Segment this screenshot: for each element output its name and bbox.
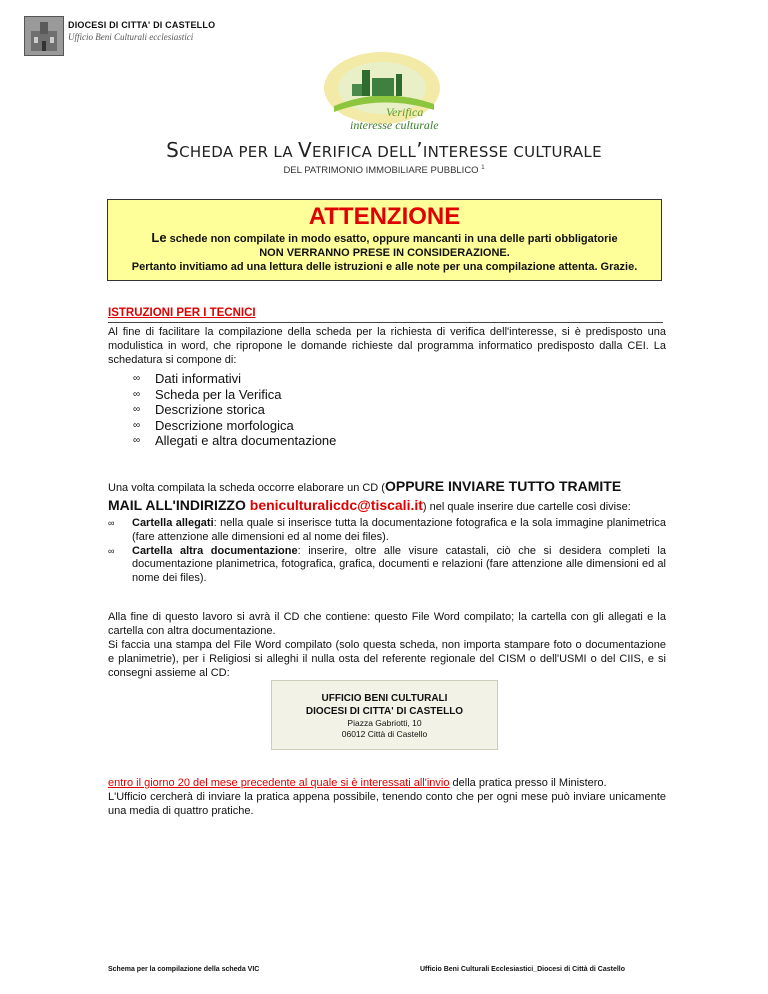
end-paragraph-2: Si faccia una stampa del File Word compilato (solo questa scheda, non importa stampare foto o documentazione e planimetrie), per i Religiosi si alleghi il nulla osta del referente regionale del CISM o dell'USMI o del CIIS, e si consegni assieme al CD: [108, 639, 666, 679]
end-paragraph: Alla fine di questo lavoro si avrà il CD che contiene: questo File Word compilato; la cartella con gli allegati e la cartella con altra documentazione. [108, 611, 666, 637]
logo-text-1: Verifica [386, 105, 424, 119]
address-line-1: UFFICIO BENI CULTURALI [321, 693, 448, 704]
verifica-logo [312, 46, 452, 136]
page-subtitle: DEL PATRIMONIO IMMOBILIARE PUBBLICO $^1$ [283, 165, 485, 177]
footer-right: Ufficio Beni Culturali Ecclesiastici_Diocesi di Città di Castello [420, 966, 625, 973]
deadline-paragraph-2: L'Ufficio cercherà di inviare la pratica appena possibile, tenendo conto che per ogni mese può inviare unicamente una media di quattro pratiche. [108, 791, 666, 817]
list-item: ∞ Allegati e altra documentazione [133, 433, 336, 449]
list-item: ∞ Cartella altra documentazione: inserire, oltre alle visure catastali, ciò che si desidera completi la documentazione planimetrica, fotografica, grafica, documenti e relazioni (fare attenzione alle dimensioni ed al nome dei files). [108, 545, 666, 586]
address-box [271, 680, 498, 750]
email-link[interactable]: beniculturalicdc@tiscali.it [249, 497, 423, 513]
attention-title: ATTENZIONE [308, 203, 461, 230]
attention-line-2: NON VERRANNO PRESE IN CONSIDERAZIONE. [259, 247, 510, 259]
section-divider [108, 322, 663, 323]
list-item: ∞ Cartella allegati: nella quale si inserisce tutta la documentazione fotografica e la sola immagine planimetrica (fare attenzione alle dimensioni ed al nome dei files). [108, 517, 666, 545]
attention-box [107, 199, 662, 281]
list-item: ∞ Scheda per la Verifica [133, 387, 336, 403]
list-item: ∞ Descrizione storica [133, 402, 336, 418]
header-office: Ufficio Beni Culturali ecclesiastici [68, 32, 194, 42]
footnote-ref: 1 [481, 165, 485, 171]
cd-instruction: Una volta compilata la scheda occorre elaborare un CD (OPPURE INVIARE TUTTO TRAMITE [108, 478, 622, 494]
diocese-emblem [24, 16, 64, 56]
footer-left: Schema per la compilazione della scheda VIC [108, 966, 260, 973]
address-line-4: 06012 Città di Castello [341, 729, 428, 739]
cd-instruction-2: MAIL ALL'INDIRIZZO beniculturalicdc@tiscali.it) nel quale inserire due cartelle così divise: [108, 497, 631, 513]
intro-paragraph: Al fine di facilitare la compilazione della scheda per la richiesta di verifica dell'interesse, si è predisposto una modulistica in word, che ripropone le domande richieste dal programma informatico predisposto dalla CEI. La schedatura si compone di: [108, 326, 666, 366]
deadline-paragraph: entro il giorno 20 del mese precedente al quale si è interessati all'invio della pratica presso il Ministero. [108, 777, 607, 789]
header-org: DIOCESI DI CITTA' DI CASTELLO [68, 20, 216, 30]
list-item: ∞ Descrizione morfologica [133, 418, 336, 434]
schedule-list [133, 371, 336, 449]
list-item: ∞ Dati informativi [133, 371, 336, 387]
section-heading: ISTRUZIONI PER I TECNICI [108, 307, 256, 319]
attention-line-1: Le schede non compilate in modo esatto, oppure mancanti in una delle parti obbligatorie [151, 230, 618, 245]
page-title: SCHEDA PER LA VERIFICA DELL’INTERESSE CULTURALE [166, 138, 602, 162]
logo-text-2: interesse culturale [350, 118, 439, 132]
attention-line-3: Pertanto invitiamo ad una lettura delle istruzioni e alle note per una compilazione attenta. Grazie. [131, 261, 638, 273]
address-line-3: Piazza Gabriotti, 10 [347, 718, 422, 728]
address-line-2: DIOCESI DI CITTA' DI CASTELLO [305, 705, 464, 717]
folders-list [108, 517, 666, 586]
